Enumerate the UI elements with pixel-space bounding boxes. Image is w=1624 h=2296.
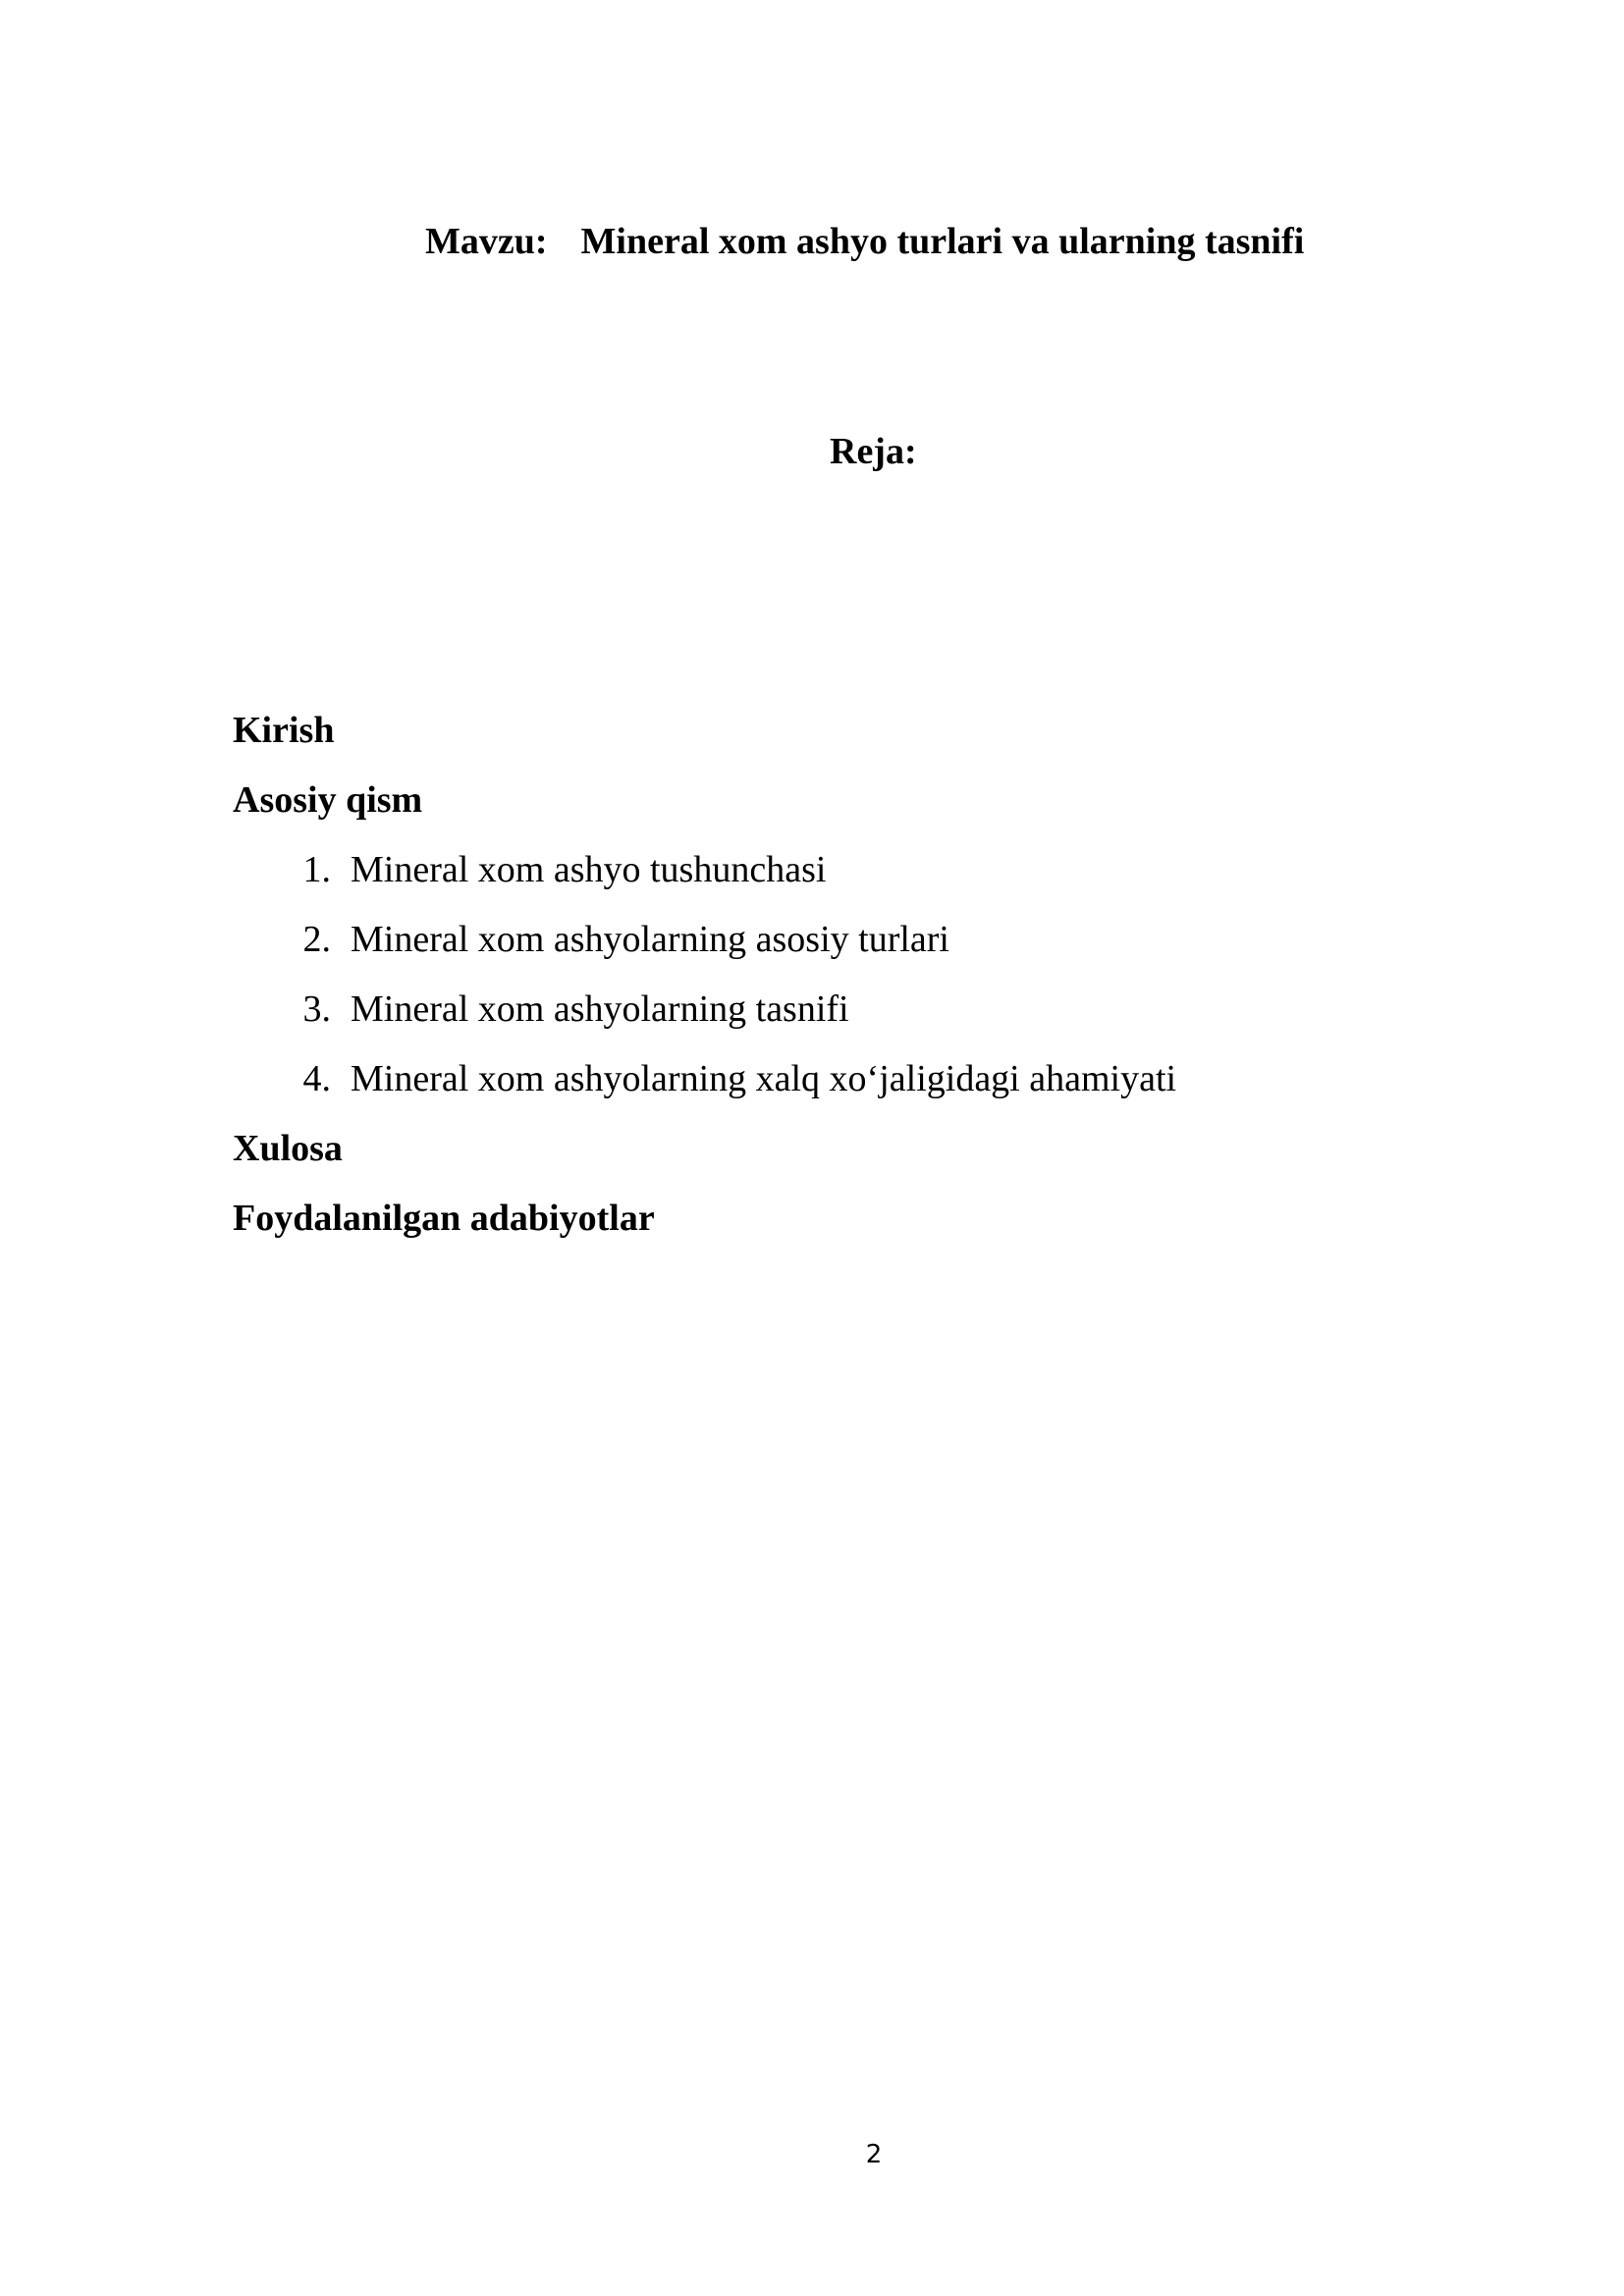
page-title	[425, 220, 1304, 265]
plan-heading: Reja:	[830, 431, 917, 472]
toc-item-number: 1.	[302, 849, 331, 890]
toc-item-number: 3.	[302, 988, 331, 1030]
toc-item	[233, 988, 1509, 1057]
title-text: Mineral xom ashyo turlari va ularning tasnifi	[580, 221, 1305, 262]
toc-main-part: Asosiy qism	[233, 779, 423, 821]
toc-item-text: Mineral xom ashyolarning xalq xo‘jaligidagi ahamiyati	[351, 1058, 1177, 1099]
toc-references: Foydalanilgan adabiyotlar	[233, 1198, 655, 1239]
title-label: Mavzu:	[425, 221, 548, 262]
toc-item	[233, 918, 1509, 988]
toc-item	[233, 1057, 1509, 1127]
toc-item-text: Mineral xom ashyolarning tasnifi	[351, 988, 849, 1030]
table-of-contents	[233, 709, 1509, 1266]
page-number: 2	[865, 2140, 883, 2169]
toc-item-number: 4.	[302, 1058, 331, 1099]
toc-item-text: Mineral xom ashyo tushunchasi	[351, 849, 827, 890]
toc-item-text: Mineral xom ashyolarning asosiy turlari	[351, 919, 949, 960]
toc-intro: Kirish	[233, 710, 335, 751]
toc-conclusion: Xulosa	[233, 1128, 343, 1169]
toc-item-number: 2.	[302, 919, 331, 960]
toc-item	[233, 848, 1509, 918]
